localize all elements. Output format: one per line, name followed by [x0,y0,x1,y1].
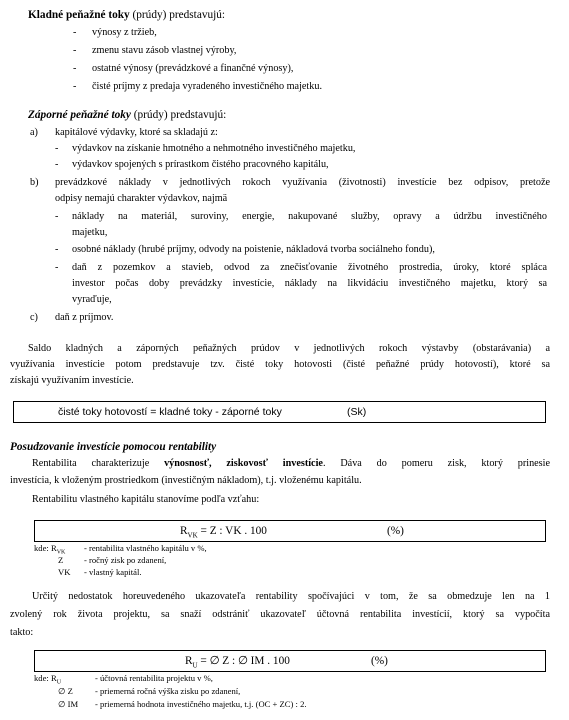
formula-box-rvk [34,520,546,542]
legend-desc: - ročný zisk po zdanení, [84,555,167,565]
list-item: - čisté príjmy z predaja vyradeného investičného majetku. [73,81,322,92]
rentability-paragraph-line: investícia, k vloženým prostriedkom (investičným nákladom), t.j. vloženému kapitálu. [10,475,362,486]
legend-key: ∅ Z [58,686,73,696]
list-item-text: investor počas doby prevádzky investície, náklady na likvidáciu investičného majetku, ktorý sa [72,278,547,289]
list-item-b-line: prevádzkové náklady v jednotlivých rokoch využívania (životnosti) investície bez odpisov, pretože [55,177,550,188]
saldo-paragraph-line: Saldo kladných a záporných peňažných prúdov v jednotlivých rokoch výstavby (obstarávania) a [28,343,550,354]
rentability-intro-line: Rentabilitu vlastného kapitálu stanovíme podľa vzťahu: [32,494,260,505]
list-item-a: kapitálové výdavky, ktoré sa skladajú z: [55,127,218,138]
accounting-rentability-line: Určitý nedostatok horeuvedeného ukazovateľa rentability spočívajúci v tom, že sa obmedzuje len na 1 [32,591,550,602]
legend-key: ∅ IM [58,699,79,709]
list-item-text: vyraďuje, [72,294,112,305]
positive-heading-rest: (prúdy) predstavujú: [129,9,226,21]
list-item: - [55,211,59,222]
legend-key: kde: $R_{VK}$ [34,543,66,556]
list-label-c: c) [30,312,38,323]
list-item: - [55,262,59,273]
list-item: - výnosy z tržieb, [73,27,157,38]
list-item: - výdavkov spojených s prírastkom čistého pracovného kapitálu, [55,159,329,170]
list-item-text: daň z pozemkov a stavieb, odvod za znečisťovanie životného prostredia, úroky, ktoré spláca [72,262,547,273]
legend-desc: - rentabilita vlastného kapitálu v %, [84,543,207,553]
formula-unit: (%) [387,525,404,537]
negative-flows-heading [28,109,226,122]
formula-unit: (Sk) [347,406,367,418]
legend-key: VK [58,567,71,577]
formula-text: $R_{VK} = Z$ : VK . 100 [180,525,267,540]
saldo-paragraph-line: využívania investície potom predstavuje tzv. čisté toky hotovosti (čisté peňažné prúdy hotovostí), ktoré sa [10,359,550,370]
list-label-b: b) [30,177,39,188]
list-item: - ostatné výnosy (prevádzkové a finančné výnosy), [73,63,294,74]
legend-desc: - vlastný kapitál. [84,567,142,577]
section-heading-rentability: Posudzovanie investície pomocou rentability [10,441,217,453]
list-item-b-line: odpisy nemajú charakter výdavkov, najmä [55,193,228,204]
list-item-c: daň z príjmov. [55,312,114,323]
formula-box-ru [34,650,546,672]
list-item: - výdavkov na získanie hmotného a nehmotného investičného majetku, [55,143,356,154]
negative-heading-rest: (prúdy) predstavujú: [130,109,227,121]
formula-text: čisté toky hotovostí = kladné toky - záporné toky [58,406,282,418]
positive-heading-bold: Kladné peňažné toky [28,9,130,21]
negative-heading-bold: Záporné peňažné toky [28,109,131,121]
list-item-text: náklady na materiál, suroviny, energie, nakupované služby, opravy a údržbu investičného [72,211,547,222]
legend-desc: - účtovná rentabilita projektu v %, [95,673,213,683]
list-item: - zmenu stavu zásob vlastnej výroby, [73,45,237,56]
list-item: - [55,244,59,255]
legend-key: Z [58,555,64,565]
list-label-a: a) [30,127,38,138]
legend-desc: - priemerná ročná výška zisku po zdanení, [95,686,241,696]
saldo-paragraph-line: získajú využívaním investície. [10,375,134,386]
accounting-rentability-line: zvolený rok života projektu, sa snaží odstrániť ukazovateľ účtovná rentabilita investícií, ktorý sa vypočíta [10,609,550,620]
legend-desc: - priemerná hodnota investičného majetku, t.j. (OC + ZC) : 2. [95,699,307,709]
accounting-rentability-line: takto: [10,627,34,638]
rentability-bold-phrase: výnosnosť, ziskovosť investície [164,458,323,469]
formula-box-cash-flows [13,401,546,423]
list-item-text: osobné náklady (hrubé príjmy, odvody na poistenie, nákladová tvorba sociálneho fondu), [72,244,435,255]
formula-unit: (%) [371,655,388,667]
legend-key: kde: $R_U$ [34,673,62,686]
list-item-text: majetku, [72,227,108,238]
formula-text: $R_U$ = ∅ Z : ∅ IM . 100 [185,655,290,670]
positive-flows-heading [28,9,225,22]
rentability-paragraph-line: Rentabilita charakterizuje výnosnosť, ziskovosť investície. Dáva do pomeru zisk, ktorý prinesie [32,458,551,469]
